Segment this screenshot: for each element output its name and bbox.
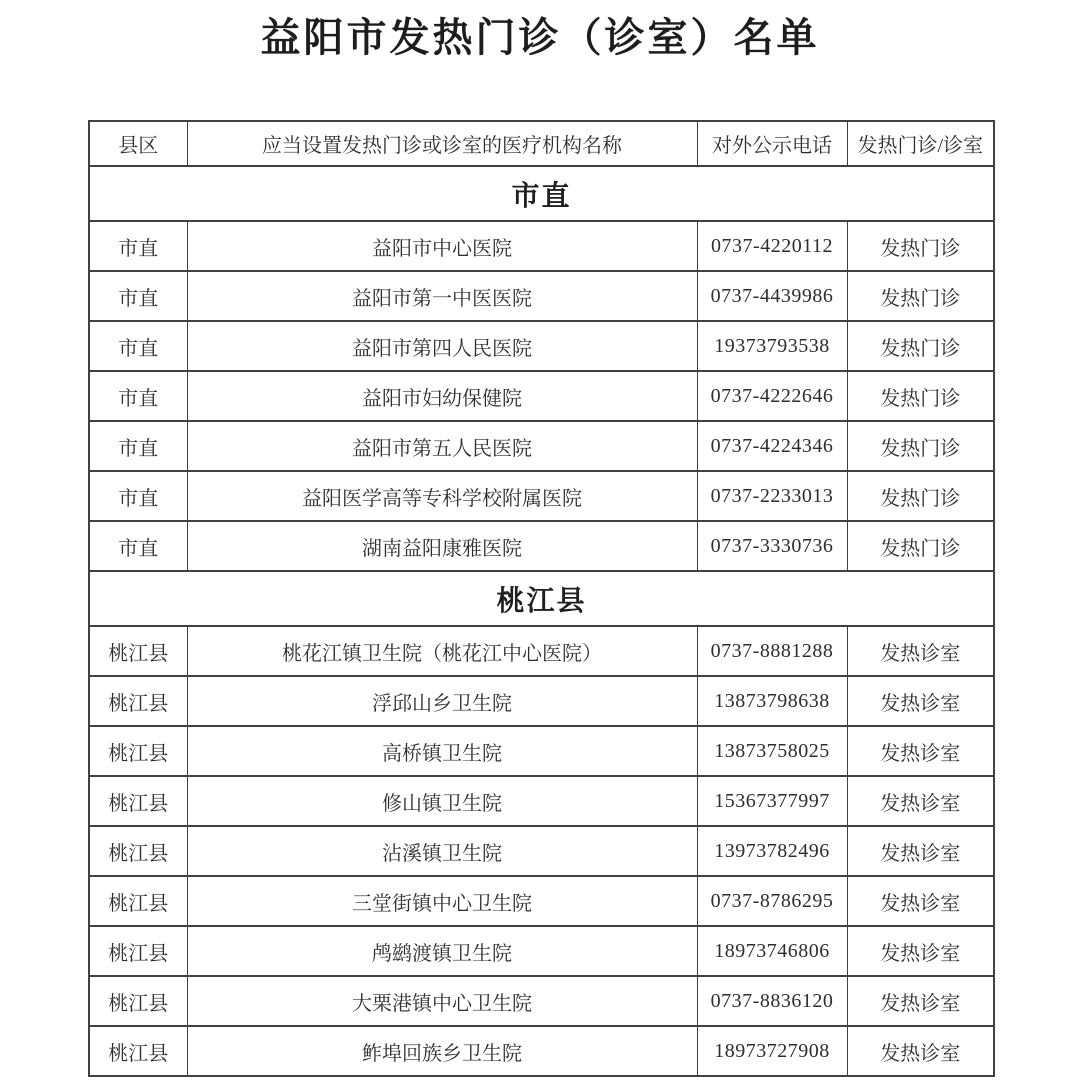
phone-cell: 13873758025 bbox=[697, 726, 847, 776]
table-row bbox=[89, 926, 994, 976]
county-cell: 桃江县 bbox=[89, 776, 187, 826]
phone-cell: 13973782496 bbox=[697, 826, 847, 876]
section-label: 桃江县 bbox=[89, 571, 994, 626]
county-cell: 市直 bbox=[89, 321, 187, 371]
hospital-name-cell: 鸬鹚渡镇卫生院 bbox=[187, 926, 697, 976]
table-row bbox=[89, 826, 994, 876]
hospital-name-cell: 鲊埠回族乡卫生院 bbox=[187, 1026, 697, 1076]
county-cell: 桃江县 bbox=[89, 1026, 187, 1076]
clinic-type-cell: 发热诊室 bbox=[847, 776, 994, 826]
phone-cell: 0737-4224346 bbox=[697, 421, 847, 471]
section-row-shizhi bbox=[89, 166, 994, 221]
clinic-type-cell: 发热诊室 bbox=[847, 726, 994, 776]
header-clinic-type: 发热门诊/诊室 bbox=[847, 121, 994, 166]
county-cell: 市直 bbox=[89, 371, 187, 421]
clinic-type-cell: 发热门诊 bbox=[847, 421, 994, 471]
table-row bbox=[89, 676, 994, 726]
hospital-name-cell: 益阳医学高等专科学校附属医院 bbox=[187, 471, 697, 521]
county-cell: 市直 bbox=[89, 521, 187, 571]
county-cell: 市直 bbox=[89, 421, 187, 471]
hospital-name-cell: 桃花江镇卫生院（桃花江中心医院） bbox=[187, 626, 697, 676]
hospital-name-cell: 益阳市第五人民医院 bbox=[187, 421, 697, 471]
clinic-type-cell: 发热门诊 bbox=[847, 271, 994, 321]
phone-cell: 13873798638 bbox=[697, 676, 847, 726]
table-row bbox=[89, 321, 994, 371]
section-label: 市直 bbox=[89, 166, 994, 221]
phone-cell: 0737-3330736 bbox=[697, 521, 847, 571]
clinic-type-cell: 发热诊室 bbox=[847, 626, 994, 676]
county-cell: 桃江县 bbox=[89, 826, 187, 876]
phone-cell: 0737-4220112 bbox=[697, 221, 847, 271]
clinic-type-cell: 发热门诊 bbox=[847, 471, 994, 521]
county-cell: 市直 bbox=[89, 471, 187, 521]
hospital-name-cell: 益阳市妇幼保健院 bbox=[187, 371, 697, 421]
hospital-name-cell: 浮邱山乡卫生院 bbox=[187, 676, 697, 726]
header-county: 县区 bbox=[89, 121, 187, 166]
fever-clinic-table bbox=[88, 120, 995, 1077]
hospital-name-cell: 益阳市第四人民医院 bbox=[187, 321, 697, 371]
hospital-name-cell: 益阳市中心医院 bbox=[187, 221, 697, 271]
hospital-name-cell: 益阳市第一中医医院 bbox=[187, 271, 697, 321]
hospital-name-cell: 修山镇卫生院 bbox=[187, 776, 697, 826]
county-cell: 桃江县 bbox=[89, 926, 187, 976]
clinic-type-cell: 发热诊室 bbox=[847, 926, 994, 976]
clinic-type-cell: 发热门诊 bbox=[847, 221, 994, 271]
phone-cell: 0737-2233013 bbox=[697, 471, 847, 521]
county-cell: 桃江县 bbox=[89, 976, 187, 1026]
header-public-phone: 对外公示电话 bbox=[697, 121, 847, 166]
table-row bbox=[89, 726, 994, 776]
table-row bbox=[89, 776, 994, 826]
phone-cell: 18973746806 bbox=[697, 926, 847, 976]
phone-cell: 15367377997 bbox=[697, 776, 847, 826]
hospital-name-cell: 三堂街镇中心卫生院 bbox=[187, 876, 697, 926]
clinic-type-cell: 发热诊室 bbox=[847, 826, 994, 876]
table-row bbox=[89, 521, 994, 571]
table-row bbox=[89, 976, 994, 1026]
phone-cell: 0737-4439986 bbox=[697, 271, 847, 321]
clinic-type-cell: 发热门诊 bbox=[847, 321, 994, 371]
table-row bbox=[89, 371, 994, 421]
clinic-type-cell: 发热诊室 bbox=[847, 676, 994, 726]
hospital-name-cell: 大栗港镇中心卫生院 bbox=[187, 976, 697, 1026]
table-row bbox=[89, 271, 994, 321]
table-row bbox=[89, 626, 994, 676]
county-cell: 桃江县 bbox=[89, 676, 187, 726]
clinic-type-cell: 发热诊室 bbox=[847, 976, 994, 1026]
table-header-row bbox=[89, 121, 994, 166]
table-row bbox=[89, 1026, 994, 1076]
hospital-name-cell: 沾溪镇卫生院 bbox=[187, 826, 697, 876]
clinic-type-cell: 发热诊室 bbox=[847, 876, 994, 926]
county-cell: 桃江县 bbox=[89, 726, 187, 776]
phone-cell: 0737-4222646 bbox=[697, 371, 847, 421]
phone-cell: 0737-8836120 bbox=[697, 976, 847, 1026]
phone-cell: 18973727908 bbox=[697, 1026, 847, 1076]
county-cell: 市直 bbox=[89, 221, 187, 271]
table-row bbox=[89, 471, 994, 521]
clinic-type-cell: 发热门诊 bbox=[847, 371, 994, 421]
phone-cell: 0737-8786295 bbox=[697, 876, 847, 926]
phone-cell: 19373793538 bbox=[697, 321, 847, 371]
table-row bbox=[89, 221, 994, 271]
hospital-name-cell: 湖南益阳康雅医院 bbox=[187, 521, 697, 571]
section-row-taojiang bbox=[89, 571, 994, 626]
table-row bbox=[89, 876, 994, 926]
hospital-name-cell: 高桥镇卫生院 bbox=[187, 726, 697, 776]
clinic-type-cell: 发热门诊 bbox=[847, 521, 994, 571]
header-institution-name: 应当设置发热门诊或诊室的医疗机构名称 bbox=[187, 121, 697, 166]
table-row bbox=[89, 421, 994, 471]
county-cell: 市直 bbox=[89, 271, 187, 321]
clinic-type-cell: 发热诊室 bbox=[847, 1026, 994, 1076]
page-title: 益阳市发热门诊（诊室）名单 bbox=[260, 16, 820, 60]
phone-cell: 0737-8881288 bbox=[697, 626, 847, 676]
county-cell: 桃江县 bbox=[89, 626, 187, 676]
county-cell: 桃江县 bbox=[89, 876, 187, 926]
